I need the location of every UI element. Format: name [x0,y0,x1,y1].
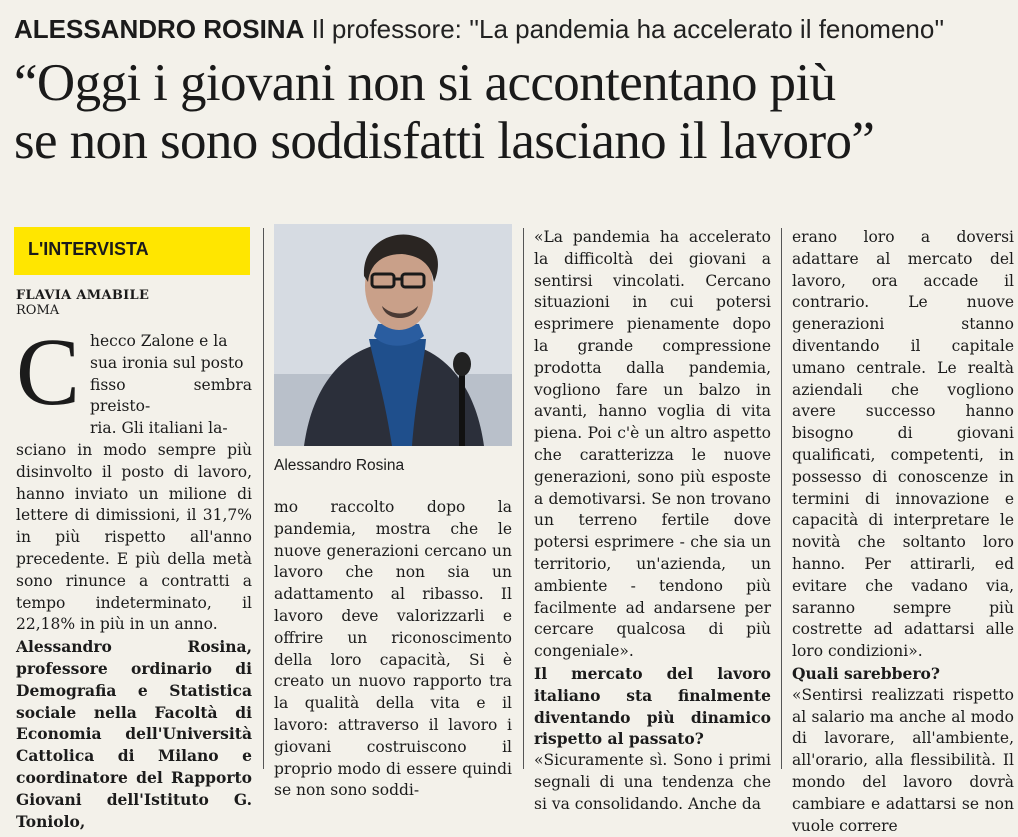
article-column-3 [534,227,771,813]
section-tag-label: L'INTERVISTA [28,239,149,259]
kicker-text: Il professore: ''La pandemia ha accelerato il fenomeno'' [311,14,945,44]
column-rule [523,228,524,769]
photo-caption: Alessandro Rosina [274,457,405,474]
answer-paragraph: erano loro a doversi adattare al mercato del lavoro, ora accade il contrario. Le nuove generazioni stanno diventando il capitale umano centrale. Le realtà aziendali che vogliono avere successo hanno bisogno di giovani qualificati, competenti, in possesso di conoscenze in termini di innovazione e capacità di interpretare le novità che soltanto loro hanno. Per attirarli, ed evitare che vadano via, saranno sempre più costrette ad adattarsi alle loro condizioni». [792,228,1014,661]
headline-line-1: “Oggi i giovani non si accontentano più [14,54,836,112]
kicker [14,12,1009,46]
interview-question: Quali sarebbero? [792,663,940,683]
byline-place: ROMA [16,303,60,318]
interview-question: Il mercato del lavoro italiano sta finalmente diventando più dinamico rispetto al passato? [534,663,771,749]
byline [16,288,149,318]
headline [14,54,1009,170]
kicker-name: ALESSANDRO ROSINA [14,14,305,44]
byline-author: FLAVIA AMABILE [16,288,150,303]
answer-paragraph: «Sentirsi realizzati rispetto al salario ma anche al modo di lavorare, all'ambiente, all'orario, alla flessibilità. Il mondo del lavoro dovrà cambiare e adattarsi se non vuole correre [792,685,1014,835]
article-column-4 [792,227,1014,835]
column-rule [781,228,782,769]
portrait-illustration [274,224,512,446]
intro-line: ria. Gli italiani la- [90,419,228,438]
article-column-2 [274,497,512,800]
headline-line-2: se non sono soddisfatti lasciano il lavoro” [14,112,875,170]
column-rule [263,228,264,769]
section-tag [14,227,250,275]
article-column-1 [16,318,252,831]
drop-cap: C [16,318,81,425]
article-paragraph: sciano in modo sempre più disinvolto il posto di lavoro, hanno inviato un milione di lettere di dimissioni, il 31,7% in più rispetto all'anno precedente. E più della metà sono rinunce a contratti a tempo indeterminato, il 22,18% in più in un anno. [16,440,252,634]
answer-paragraph: «La pandemia ha accelerato la difficoltà dei giovani a sentirsi vincolati. Cercano situazioni in cui potersi esprimere pienamente dopo la grande compressione prodotta dalla pandemia, vogliono fare un balzo in avanti, hanno voglia di vita piena. Poi c'è un altro aspetto che caratterizza le nuove generazioni, sono più esposte a demotivarsi. Se non trovano un terreno fertile dove potersi esprimere - che sia un territorio, un'azienda, un ambiente - tendono più facilmente ad andarsene per cercare qualcosa di più congeniale». [534,228,771,661]
intro-line: hecco Zalone e la [90,332,228,350]
intro-line: sua ironia sul posto [90,353,244,372]
interviewee-bio: Alessandro Rosina, professore ordinario di Demografia e Statistica sociale nella Facoltà di Economia dell'Università Cattolica di Milano e coordinatore del Rapporto Giovani dell'Istituto G. Toniolo, [16,637,252,831]
answer-paragraph: «Sicuramente sì. Sono i primi segnali di una tendenza che si va consolidando. Anche da [534,751,771,813]
portrait-photo [274,224,512,446]
intro-line: fisso sembra preisto- [90,375,252,416]
article-paragraph: mo raccolto dopo la pandemia, mostra che le nuove generazioni cercano un lavoro che non sia un adattamento al ribasso. Il lavoro deve valorizzarli e offrire un riconoscimento della loro capacità, Si è creato un nuovo rapporto tra la qualità della vita e il lavoro: attraverso il lavoro i giovani costruiscono il proprio modo di essere quindi se non sono soddi- [274,498,512,800]
